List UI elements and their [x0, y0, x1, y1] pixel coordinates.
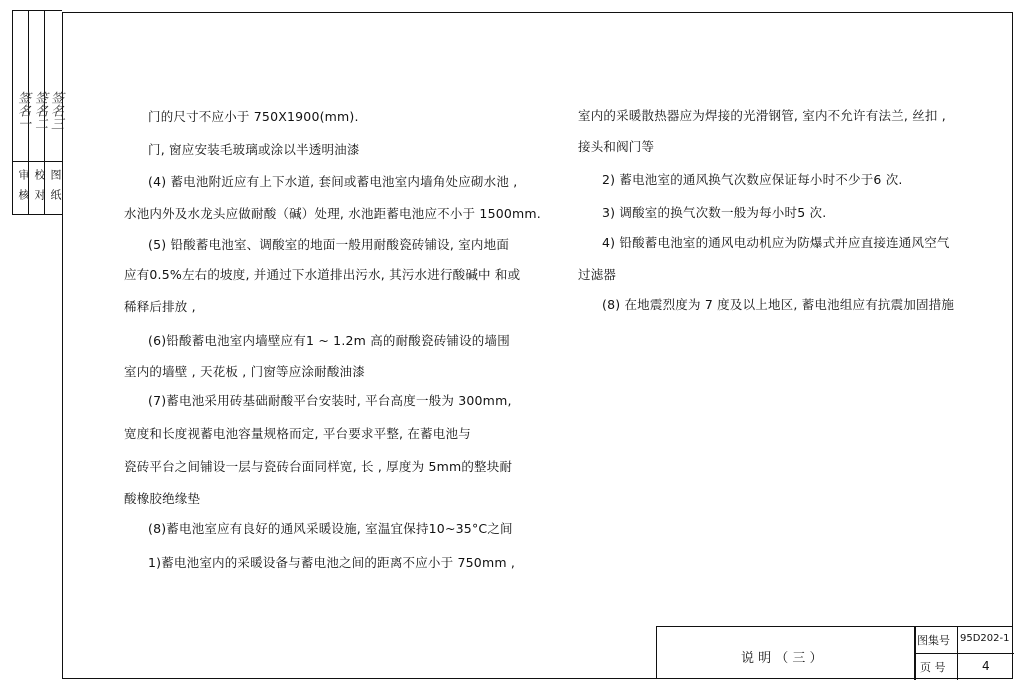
text-line: 门, 窗应安装毛玻璃或涂以半透明油漆	[148, 142, 360, 157]
text-line: 瓷砖平台之间铺设一层与瓷砖台面同样宽, 长 , 厚度为 5mm的整块耐	[124, 459, 513, 474]
text-line: (7)蓄电池采用砖基础耐酸平台安装时, 平台高度一般为 300mm,	[148, 393, 512, 408]
atlas-number-label: 图集号	[917, 634, 950, 647]
strip-label: 校	[33, 169, 46, 180]
text-line: 稀释后排放 ,	[124, 299, 196, 314]
text-line: 过滤器	[578, 267, 617, 282]
text-line: 应有0.5%左右的坡度, 并通过下水道排出污水, 其污水进行酸碱中 和或	[124, 267, 521, 282]
title-block-divider	[914, 653, 1014, 654]
signature: 签名三	[48, 91, 63, 130]
margin-signature-strip	[12, 10, 62, 215]
strip-label: 纸	[49, 189, 62, 200]
text-line: 接头和阀门等	[578, 139, 655, 154]
text-line: 水池内外及水龙头应做耐酸（碱）处理, 水池距蓄电池应不小于 1500mm.	[124, 206, 541, 221]
strip-label: 图	[49, 169, 62, 180]
text-line: 4) 铅酸蓄电池室的通风电动机应为防爆式并应直接连通风空气	[602, 235, 950, 250]
text-line: (8)蓄电池室应有良好的通风采暖设施, 室温宜保持10~35°C之间	[148, 521, 513, 536]
text-line: 2) 蓄电池室的通风换气次数应保证每小时不少于6 次.	[602, 172, 903, 187]
strip-label: 审	[17, 169, 30, 180]
strip-label: 核	[17, 189, 30, 200]
text-line: (8) 在地震烈度为 7 度及以上地区, 蓄电池组应有抗震加固措施	[602, 297, 955, 312]
text-line: 1)蓄电池室内的采暖设备与蓄电池之间的距离不应小于 750mm ,	[148, 555, 516, 570]
drawing-title: 说 明 （ 三 ）	[741, 651, 823, 666]
signature: 签名二	[32, 91, 47, 130]
page-number: 4	[982, 659, 990, 673]
text-line: (6)铅酸蓄电池室内墙壁应有1 ~ 1.2m 高的耐酸瓷砖铺设的墙围	[148, 333, 510, 348]
text-line: 酸橡胶绝缘垫	[124, 491, 201, 506]
text-line: (5) 铅酸蓄电池室、调酸室的地面一般用耐酸瓷砖铺设, 室内地面	[148, 237, 510, 252]
signature: 签名一	[15, 91, 30, 130]
text-line: 3) 调酸室的换气次数一般为每小时5 次.	[602, 205, 827, 220]
text-line: 室内的采暖散热器应为焊接的光滑钢管, 室内不允许有法兰, 丝扣 ,	[578, 108, 946, 123]
text-line: 室内的墙壁 , 天花板 , 门窗等应涂耐酸油漆	[124, 364, 365, 379]
page-number-label: 页 号	[920, 661, 946, 674]
text-line: (4) 蓄电池附近应有上下水道, 套间或蓄电池室内墙角处应砌水池 ,	[148, 174, 518, 189]
text-line: 门的尺寸不应小于 750X1900(mm).	[148, 109, 359, 124]
title-block	[656, 626, 1013, 679]
strip-label: 对	[33, 189, 46, 200]
strip-divider	[13, 161, 62, 162]
atlas-number: 95D202-1	[960, 633, 1010, 644]
text-line: 宽度和长度视蓄电池容量规格而定, 平台要求平整, 在蓄电池与	[124, 426, 471, 441]
